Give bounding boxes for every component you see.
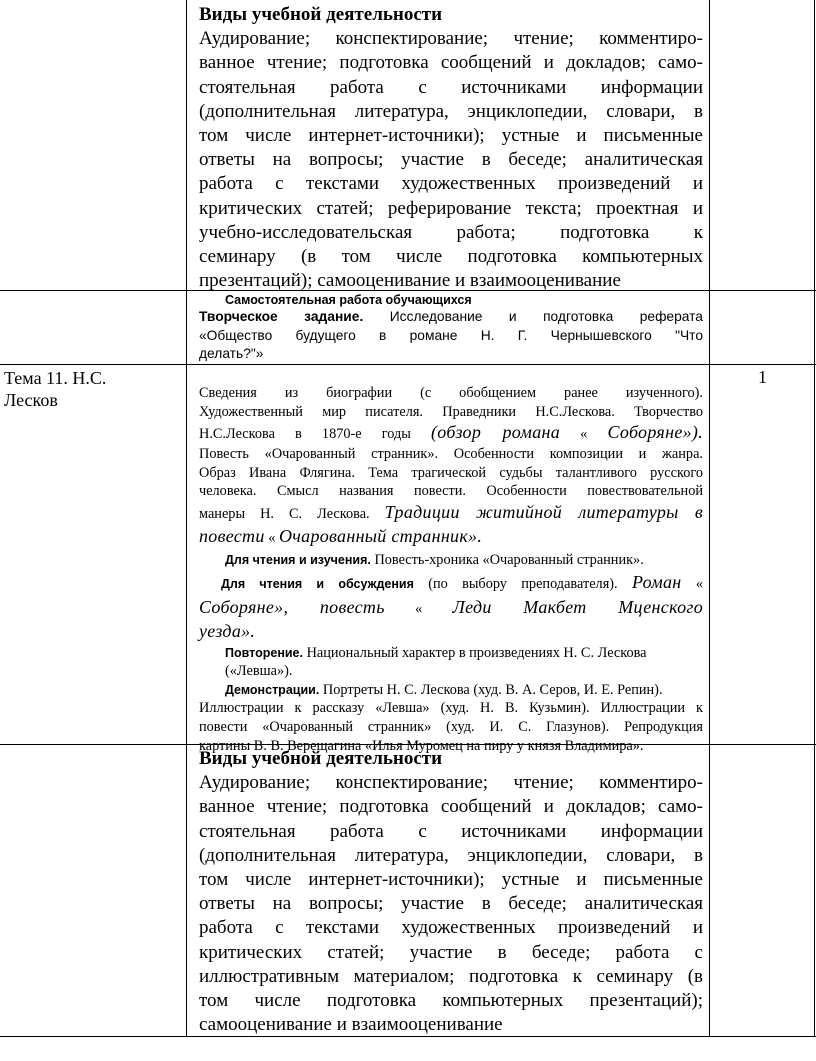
content-italic: Соборяне»). [607,422,704,443]
content-line: Художественный мир писателя. Праведники Н.С.Лескова. Творчество [199,403,703,420]
col-right-border-1 [709,0,710,1037]
creative-task-line2: «Общество будущего в романе Н. Г. Чернышевского "Что [199,327,703,343]
content-line: Сведения из биографии (с обобщением ранее изученного). [199,385,703,401]
activity-line: стоятельная работа с источниками информации [199,820,703,842]
activity-header-2: Виды учебной деятельности [199,748,443,769]
demo-label: Демонстрации. [225,682,320,697]
creative-task [199,308,703,327]
activity-line: работа с текстами художественных произведений и [199,173,703,195]
col-right-border-2 [814,0,815,1037]
activity-line: презентаций); самооценивание и взаимооценивание [199,270,621,292]
content-italic: Роман [631,571,682,592]
discussion-line3 [199,620,703,644]
demo-line3: повести «Очарованный странник» (худ. И. С. Глазунов). Репродукция [199,718,703,735]
activity-line: ответы на вопросы; участие в беседе; аналитическая [199,893,703,915]
activity-line: стоятельная работа с источниками информации [199,76,703,98]
activity-line: том числе подготовка компьютерных презентаций); [199,990,703,1012]
content-text: « [580,426,588,443]
content-line [199,421,703,445]
topic-title-line1: Тема 11. Н.С. [4,368,107,388]
content-text: Н.С.Лескова в 1870-е годы [199,426,411,443]
content-italic: (обзор романа [431,422,561,443]
content-text: « [695,575,703,592]
content-italic: Соборяне», повесть [199,596,385,617]
creative-task-text: Исследование и подготовка реферата [389,309,703,324]
reading-text: Повесть-хроника «Очарованный странник». [374,551,644,568]
content-line: человека. Смысл названия повести. Особенности повествовательной [199,483,703,500]
repeat-line2: («Левша»). [225,663,293,680]
content-italic: уезда». [199,620,256,641]
activity-line: (дополнительная литература, энциклопедии, словари, в [199,844,703,866]
discussion-line2 [199,596,703,620]
content-text: манеры Н. С. Лескова. [199,505,370,522]
demo-text: Портреты Н. С. Лескова (худ. В. А. Серов, И. Е. Репин). [322,681,663,698]
col-left-border [186,0,187,1037]
creative-task-label: Творческое задание. [199,309,364,324]
self-work-cell [199,292,703,364]
content-text: « [415,600,423,617]
activity-line: учебно-исследовательская работа; подготовка к [199,221,703,243]
activity-line: иллюстративным материалом; подготовка к семинару (в [199,965,703,987]
repeat-line [225,644,703,663]
content-line: Образ Ивана Флягина. Тема трагической судьбы талантливого русского [199,464,703,481]
demo-line2: Иллюстрации к рассказу «Левша» (худ. Н. В. Кузьмин). Иллюстрации к [199,700,703,717]
reading-line [225,551,703,570]
content-italic: Леди Макбет Мценского [452,596,704,617]
topic-hours: 1 [758,367,767,387]
topic-title [4,367,182,411]
demo-line [225,681,703,700]
content-italic: повести [199,525,265,546]
activity-line: Аудирование; конспектирование; чтение; комментиро- [199,28,703,50]
demo-line4: картины В. В. Верещагина «Илья Муромец на пиру у князя Владимира». [199,737,644,754]
activity-line: семинару (в том числе подготовка компьютерных [199,246,703,268]
reading-label: Для чтения и изучения. [225,552,371,567]
content-italic: Очарованный странник». [278,525,483,546]
content-line [199,525,703,549]
activity-line: том числе интернет-источники); устные и письменные [199,869,703,891]
content-italic: Традиции житийной литературы в [384,501,704,522]
activity-line: Аудирование; конспектирование; чтение; комментиро- [199,772,703,794]
row-divider-2 [0,364,816,365]
repeat-text: Национальный характер в произведениях Н. С. Лескова [306,644,647,661]
activity-line: ванное чтение; подготовка сообщений и докладов; само- [199,52,703,74]
activity-line: самооценивание и взаимооценивание [199,1014,503,1036]
activity-line: критических статей; участие в беседе; работа с [199,941,703,963]
discussion-text: (по выбору преподавателя). [428,575,618,592]
activity-line: критических статей; реферирование текста; проектная и [199,197,703,219]
content-text: « [268,529,276,546]
self-work-heading: Самостоятельная работа обучающихся [225,293,472,307]
discussion-label: Для чтения и обсуждения [221,576,414,591]
repeat-label: Повторение. [225,645,303,660]
activity-line: ванное чтение; подготовка сообщений и докладов; само- [199,796,703,818]
topic-content [199,384,703,755]
creative-task-line3: делать?"» [199,346,264,361]
content-line: Повесть «Очарованный странник». Особенности композиции и жанра. [199,446,703,463]
content-line [199,501,703,525]
topic-title-line2: Лесков [4,390,58,410]
activity-header-1: Виды учебной деятельности [199,4,443,25]
activity-line: ответы на вопросы; участие в беседе; аналитическая [199,149,703,171]
discussion-line [221,570,703,596]
activity-block-1 [199,3,703,293]
activity-line: работа с текстами художественных произведений и [199,917,703,939]
activity-line: (дополнительная литература, энциклопедии, словари, в [199,100,703,122]
activity-block-2 [199,747,703,1037]
activity-line: том числе интернет-источники); устные и письменные [199,125,703,147]
